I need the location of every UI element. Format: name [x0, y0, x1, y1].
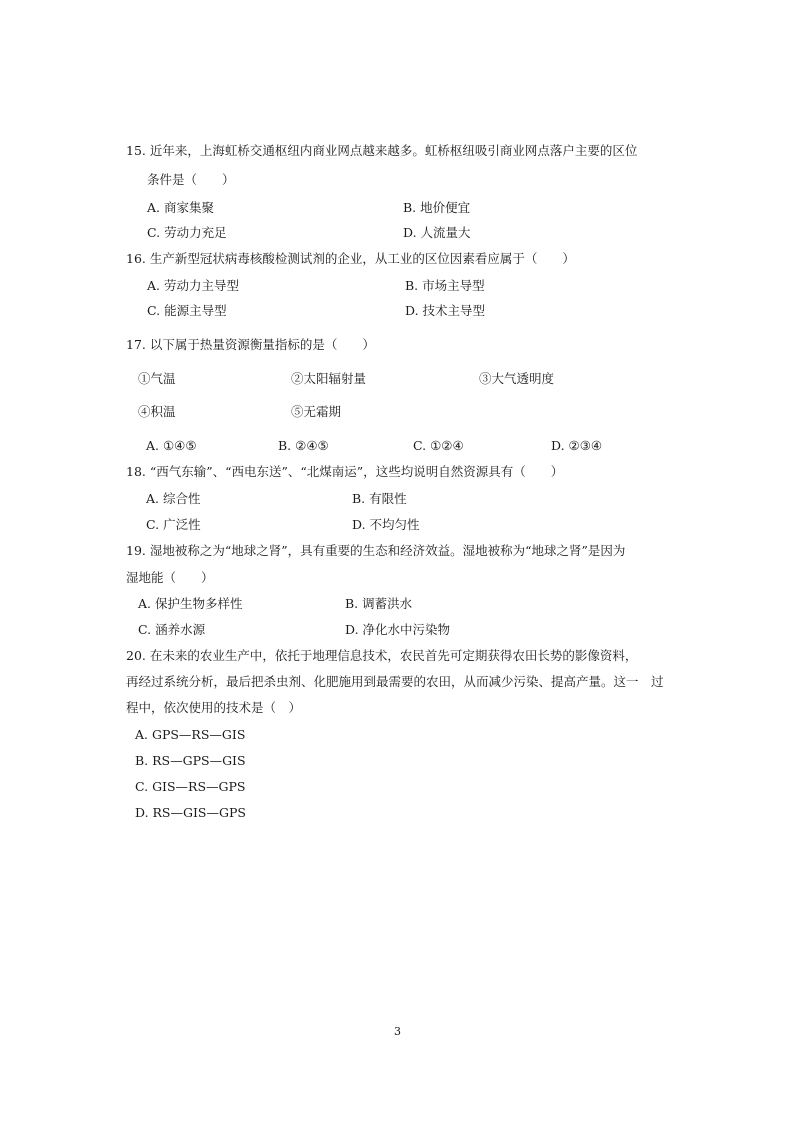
- q15-option-b: B. 地价便宜: [403, 200, 471, 215]
- q18-option-c: C. 广泛性: [146, 517, 201, 532]
- q20-option-b: B. RS—GPS—GIS: [135, 753, 246, 768]
- q16-option-b: B. 市场主导型: [405, 278, 485, 293]
- q19-option-a: A. 保护生物多样性: [138, 596, 243, 611]
- q16-option-a: A. 劳动力主导型: [147, 278, 239, 293]
- q18-option-b: B. 有限性: [352, 491, 407, 506]
- q15-stem-line2: 条件是（ ）: [147, 172, 235, 187]
- q20-stem-line1: 20. 在未来的农业生产中，依托于地理信息技术，农民首先可定期获得农田长势的影像资料，: [126, 648, 638, 663]
- q17-item-2: ②太阳辐射量: [291, 371, 367, 386]
- q19-stem-line1: 19. 湿地被称之为“地球之肾”，具有重要的生态和经济效益。湿地被称为“地球之肾”是因为: [126, 543, 626, 558]
- q17-option-b: B. ②④⑤: [278, 438, 329, 453]
- q20-stem-line2: 再经过系统分析，最后把杀虫剂、化肥施用到最需要的农田，从而减少污染、提高产量。这一 过: [126, 674, 664, 689]
- q15-option-d: D. 人流量大: [403, 225, 471, 240]
- q19-option-b: B. 调蓄洪水: [345, 596, 413, 611]
- q19-option-d: D. 净化水中污染物: [345, 622, 451, 637]
- q18-option-a: A. 综合性: [146, 491, 201, 506]
- q15-stem-line1: 15. 近年来，上海虹桥交通枢纽内商业网点越来越多。虹桥枢纽吸引商业网点落户主要的区位: [126, 143, 638, 158]
- q17-stem-line1: 17. 以下属于热量资源衡量指标的是（ ）: [126, 337, 375, 352]
- q19-option-c: C. 涵养水源: [138, 622, 206, 637]
- q17-option-a: A. ①④⑤: [146, 438, 197, 453]
- q17-item-1: ①气温: [138, 371, 176, 386]
- q17-item-4: ④积温: [138, 404, 176, 419]
- q20-option-c: C. GIS—RS—GPS: [135, 779, 246, 794]
- q20-option-d: D. RS—GIS—GPS: [135, 805, 246, 820]
- q20-option-a: A. GPS—RS—GIS: [135, 727, 246, 742]
- q17-option-c: C. ①②④: [413, 438, 464, 453]
- q17-item-3: ③大气透明度: [479, 371, 555, 386]
- q16-option-c: C. 能源主导型: [147, 303, 227, 318]
- q17-option-d: D. ②③④: [551, 438, 603, 453]
- q16-stem-line1: 16. 生产新型冠状病毒核酸检测试剂的企业，从工业的区位因素看应属于（ ）: [126, 251, 575, 266]
- q18-option-d: D. 不均匀性: [352, 517, 420, 532]
- q16-option-d: D. 技术主导型: [405, 303, 486, 318]
- page-number: 3: [394, 1025, 401, 1038]
- q19-stem-line2: 湿地能（ ）: [126, 570, 214, 585]
- q15-option-a: A. 商家集聚: [147, 200, 214, 215]
- q20-stem-line3: 程中，依次使用的技术是（ ）: [126, 700, 302, 715]
- q15-option-c: C. 劳动力充足: [147, 225, 227, 240]
- q17-item-5: ⑤无霜期: [291, 404, 342, 419]
- q18-stem-line1: 18. “西气东输”、“西电东送”、“北煤南运”，这些均说明自然资源具有（ ）: [126, 464, 564, 479]
